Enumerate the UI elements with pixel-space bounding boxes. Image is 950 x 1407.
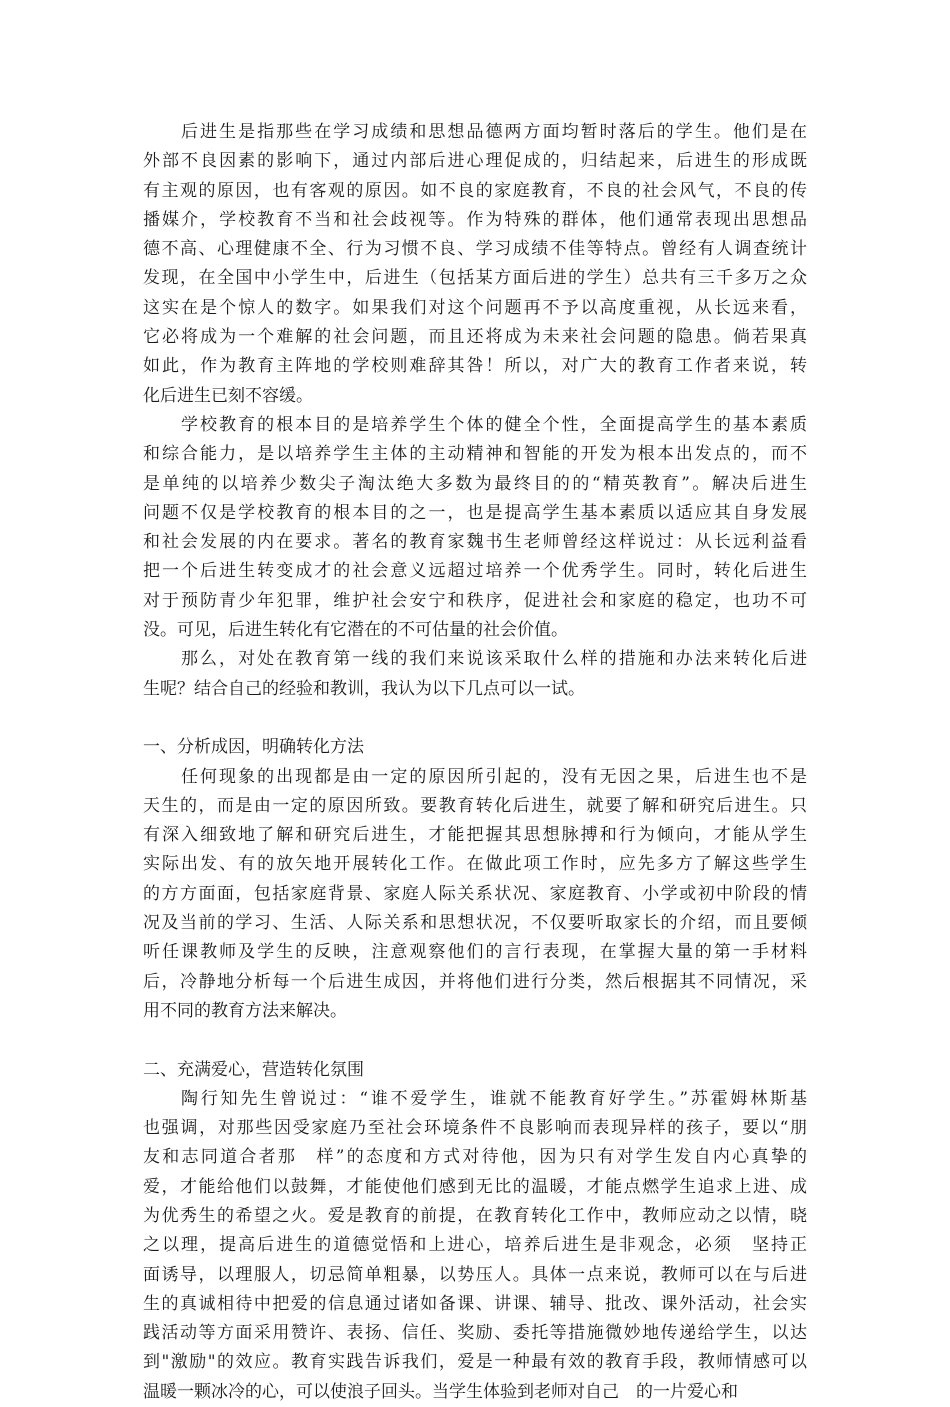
section-heading bbox=[143, 733, 807, 762]
body-paragraph bbox=[143, 763, 807, 1027]
text-line: 况及当前的学习、生活、人际关系和思想状况，不仅要听取家长的介绍，而且要倾 bbox=[143, 913, 807, 934]
text-line: 外部不良因素的影响下，通过内部后进心理促成的，归结起来，后进生的形成既 bbox=[143, 151, 807, 172]
text-line: 如此，作为教育主阵地的学校则难辞其咎！所以，对广大的教育工作者来说，转 bbox=[143, 356, 807, 377]
text-line: 陶行知先生曾说过：“谁不爱学生，谁就不能教育好学生。”苏霍姆林斯基 bbox=[181, 1088, 807, 1109]
text-line: 播媒介，学校教育不当和社会歧视等。作为特殊的群体，他们通常表现出思想品 bbox=[143, 209, 807, 230]
text-line: 发现，在全国中小学生中，后进生（包括某方面后进的学生）总共有三千多万之众 bbox=[143, 268, 807, 289]
text-line: 生的真诚相待中把爱的信息通过诸如备课、讲课、辅导、批改、课外活动，社会实 bbox=[143, 1293, 807, 1314]
text-line: 学校教育的根本目的是培养学生个体的健全个性，全面提高学生的基本素质 bbox=[181, 414, 807, 435]
text-line: 听任课教师及学生的反映，注意观察他们的言行表现，在掌握大量的第一手材料 bbox=[143, 942, 807, 963]
text-line: 它必将成为一个难解的社会问题，而且还将成为未来社会问题的隐患。倘若果真 bbox=[143, 327, 807, 348]
heading-text: 一、分析成因，明确转化方法 bbox=[143, 737, 364, 758]
text-line: 后，冷静地分析每一个后进生成因，并将他们进行分类，然后根据其不同情况，采 bbox=[143, 971, 807, 992]
text-line: 天生的，而是由一定的原因所致。要教育转化后进生，就要了解和研究后进生。只 bbox=[143, 795, 807, 816]
text-line: 用不同的教育方法来解决。 bbox=[143, 1000, 347, 1021]
text-line: 那么，对处在教育第一线的我们来说该采取什么样的措施和办法来转化后进 bbox=[181, 649, 807, 670]
body-paragraph bbox=[143, 411, 807, 645]
text-line: 践活动等方面采用赞许、表扬、信任、奖励、委托等措施微妙地传递给学生，以达 bbox=[143, 1323, 807, 1344]
text-line: 温暖一颗冰冷的心，可以使浪子回头。当学生体验到老师对自己 的一片爱心和 bbox=[143, 1381, 738, 1402]
text-line: 友和志同道合者那 样”的态度和方式对待他，因为只有对学生发自内心真挚的 bbox=[143, 1147, 807, 1168]
text-line: 面诱导，以理服人，切忌简单粗暴，以势压人。具体一点来说，教师可以在与后进 bbox=[143, 1264, 807, 1285]
body-paragraph bbox=[143, 645, 807, 704]
paragraph-gap bbox=[143, 704, 807, 733]
text-line: 有主观的原因，也有客观的原因。如不良的家庭教育，不良的社会风气，不良的传 bbox=[143, 180, 807, 201]
text-line: 到"激励"的效应。教育实践告诉我们，爱是一种最有效的教育手段，教师情感可以 bbox=[143, 1352, 807, 1373]
text-line: 后进生是指那些在学习成绩和思想品德两方面均暂时落后的学生。他们是在 bbox=[181, 122, 807, 142]
paragraph-gap bbox=[143, 1026, 807, 1055]
text-line: 为优秀生的希望之火。爱是教育的前提，在教育转化工作中，教师应动之以情，晓 bbox=[143, 1205, 807, 1226]
text-line: 之以理，提高后进生的道德觉悟和上进心，培养后进生是非观念，必须 坚持正 bbox=[143, 1235, 807, 1256]
body-paragraph bbox=[143, 118, 807, 411]
text-line: 问题不仅是学校教育的根本目的之一，也是提高学生基本素质以适应其自身发展 bbox=[143, 502, 807, 523]
heading-text: 二、充满爱心，营造转化氛围 bbox=[143, 1059, 364, 1080]
text-line: 把一个后进生转变成才的社会意义远超过培养一个优秀学生。同时，转化后进生 bbox=[143, 561, 807, 582]
text-line: 这实在是个惊人的数字。如果我们对这个问题再不予以高度重视，从长远来看， bbox=[143, 297, 807, 318]
section-heading bbox=[143, 1056, 807, 1085]
text-line: 和综合能力，是以培养学生主体的主动精神和智能的开发为根本出发点的，而不 bbox=[143, 444, 807, 465]
text-line: 生呢？结合自己的经验和教训，我认为以下几点可以一试。 bbox=[143, 678, 585, 699]
text-line: 和社会发展的内在要求。著名的教育家魏书生老师曾经这样说过：从长远利益看 bbox=[143, 532, 807, 553]
text-line: 实际出发、有的放矢地开展转化工作。在做此项工作时，应先多方了解这些学生 bbox=[143, 854, 807, 875]
text-line: 是单纯的以培养少数尖子淘汰绝大多数为最终目的的“精英教育”。解决后进生 bbox=[143, 473, 807, 494]
body-paragraph bbox=[143, 1085, 807, 1407]
text-line: 德不高、心理健康不全、行为习惯不良、学习成绩不佳等特点。曾经有人调查统计 bbox=[143, 239, 807, 260]
text-line: 任何现象的出现都是由一定的原因所引起的，没有无因之果，后进生也不是 bbox=[181, 766, 807, 787]
text-line: 的方方面面，包括家庭背景、家庭人际关系状况、家庭教育、小学或初中阶段的情 bbox=[143, 883, 807, 904]
text-line: 爱，才能给他们以鼓舞，才能使他们感到无比的温暖，才能点燃学生追求上进、成 bbox=[143, 1176, 807, 1197]
text-line: 对于预防青少年犯罪，维护社会安宁和秩序，促进社会和家庭的稳定，也功不可 bbox=[143, 590, 807, 611]
text-line: 化后进生已刻不容缓。 bbox=[143, 385, 313, 406]
text-line: 也强调，对那些因受家庭乃至社会环境条件不良影响而表现异样的孩子，要以“朋 bbox=[143, 1118, 807, 1139]
text-line: 没。可见，后进生转化有它潜在的不可估量的社会价值。 bbox=[143, 620, 568, 641]
text-line: 有深入细致地了解和研究后进生，才能把握其思想脉搏和行为倾向，才能从学生 bbox=[143, 825, 807, 846]
